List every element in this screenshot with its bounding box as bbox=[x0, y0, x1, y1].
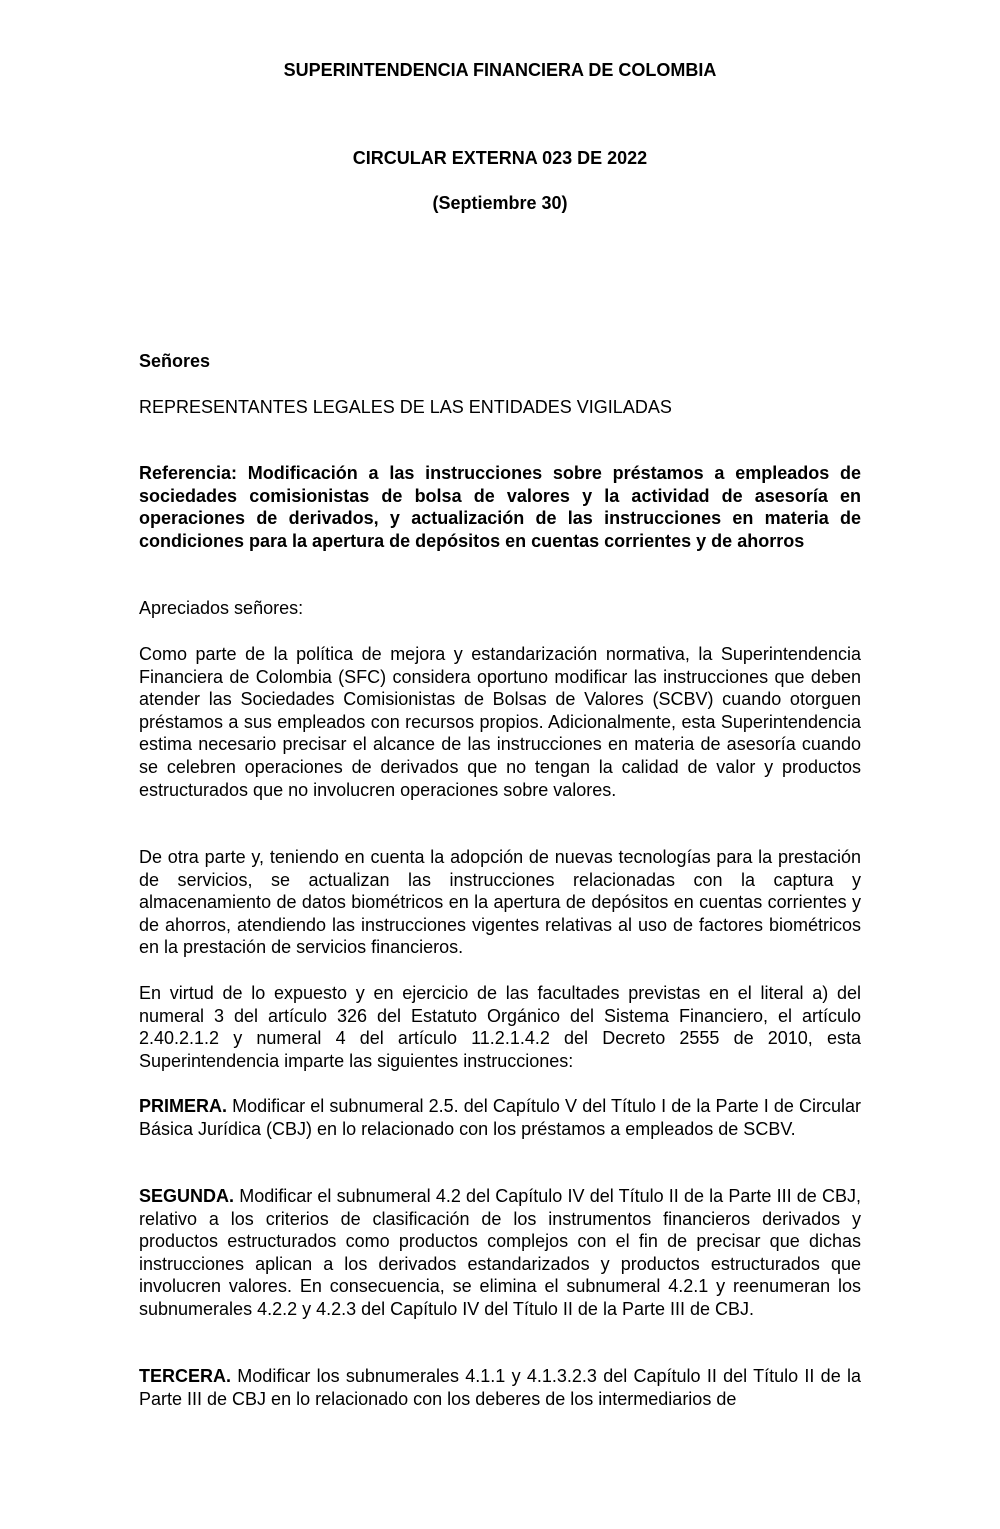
instruction-text: Modificar el subnumeral 2.5. del Capítulo V del Título I de la Parte I de Circular Básica Jurídica (CBJ) en lo relacionado con los préstamos a empleados de SCBV. bbox=[139, 1096, 861, 1139]
recipients-line: REPRESENTANTES LEGALES DE LAS ENTIDADES VIGILADAS bbox=[139, 397, 672, 417]
instruction-label: PRIMERA. bbox=[139, 1096, 228, 1116]
greeting: Apreciados señores: bbox=[139, 598, 304, 618]
instruction-tercera bbox=[139, 1365, 861, 1410]
reference-paragraph: Referencia: Modificación a las instrucciones sobre préstamos a empleados de sociedades comisionistas de bolsa de valores y la actividad de asesoría en operaciones de derivados, y actualización de las instrucciones en materia de condiciones para la apertura de depósitos en cuentas corrientes y de ahorros bbox=[139, 463, 861, 551]
instruction-label: TERCERA. bbox=[139, 1366, 232, 1386]
institution-heading: SUPERINTENDENCIA FINANCIERA DE COLOMBIA bbox=[283, 60, 717, 80]
body-paragraph-3: En virtud de lo expuesto y en ejercicio de las facultades previstas en el literal a) del numeral 3 del artículo 326 del Estatuto Orgánico del Sistema Financiero, el artículo 2.40.2.1.2 y numeral 4 del artículo 11.2.1.4.2 del Decreto 2555 de 2010, esta Superintendencia imparte las siguientes instrucciones: bbox=[139, 983, 861, 1071]
instruction-segunda bbox=[139, 1185, 861, 1321]
circular-title: CIRCULAR EXTERNA 023 DE 2022 bbox=[352, 148, 648, 168]
instruction-text: Modificar los subnumerales 4.1.1 y 4.1.3.2.3 del Capítulo II del Título II de la Parte III de CBJ en lo relacionado con los deberes de los intermediarios de bbox=[139, 1366, 861, 1409]
body-paragraph-2: De otra parte y, teniendo en cuenta la adopción de nuevas tecnologías para la prestación de servicios, se actualizan las instrucciones relacionadas con la captura y almacenamiento de datos biométricos en la apertura de depósitos en cuentas corrientes y de ahorros, atendiendo las instrucciones vigentes relativas al uso de factores biométricos en la prestación de servicios financieros. bbox=[139, 847, 861, 958]
body-paragraph-1: Como parte de la política de mejora y estandarización normativa, la Superintendencia Financiera de Colombia (SFC) considera oportuno modificar las instrucciones que deben atender las Sociedades Comisionistas de Bolsas de Valores (SCBV) cuando otorguen préstamos a sus empleados con recursos propios. Adicionalmente, esta Superintendencia estima necesario precisar el alcance de las instrucciones en materia de asesoría cuando se celebren operaciones de derivados que no tengan la calidad de valor y productos estructurados que no involucren operaciones sobre valores. bbox=[139, 644, 861, 800]
instruction-label: SEGUNDA. bbox=[139, 1186, 235, 1206]
salutation: Señores bbox=[139, 351, 211, 371]
instruction-text: Modificar el subnumeral 4.2 del Capítulo IV del Título II de la Parte III de CBJ, relativo a los criterios de clasificación de los instrumentos financieros derivados y productos estructurados como productos complejos con el fin de precisar que dichas instrucciones aplican a los derivados estandarizados y productos estructurados que involucren valores. En consecuencia, se elimina el subnumeral 4.2.1 y reenumeran los subnumerales 4.2.2 y 4.2.3 del Capítulo IV del Título II de la Parte III de CBJ. bbox=[139, 1186, 861, 1319]
instruction-primera bbox=[139, 1095, 861, 1140]
circular-date: (Septiembre 30) bbox=[432, 193, 568, 213]
